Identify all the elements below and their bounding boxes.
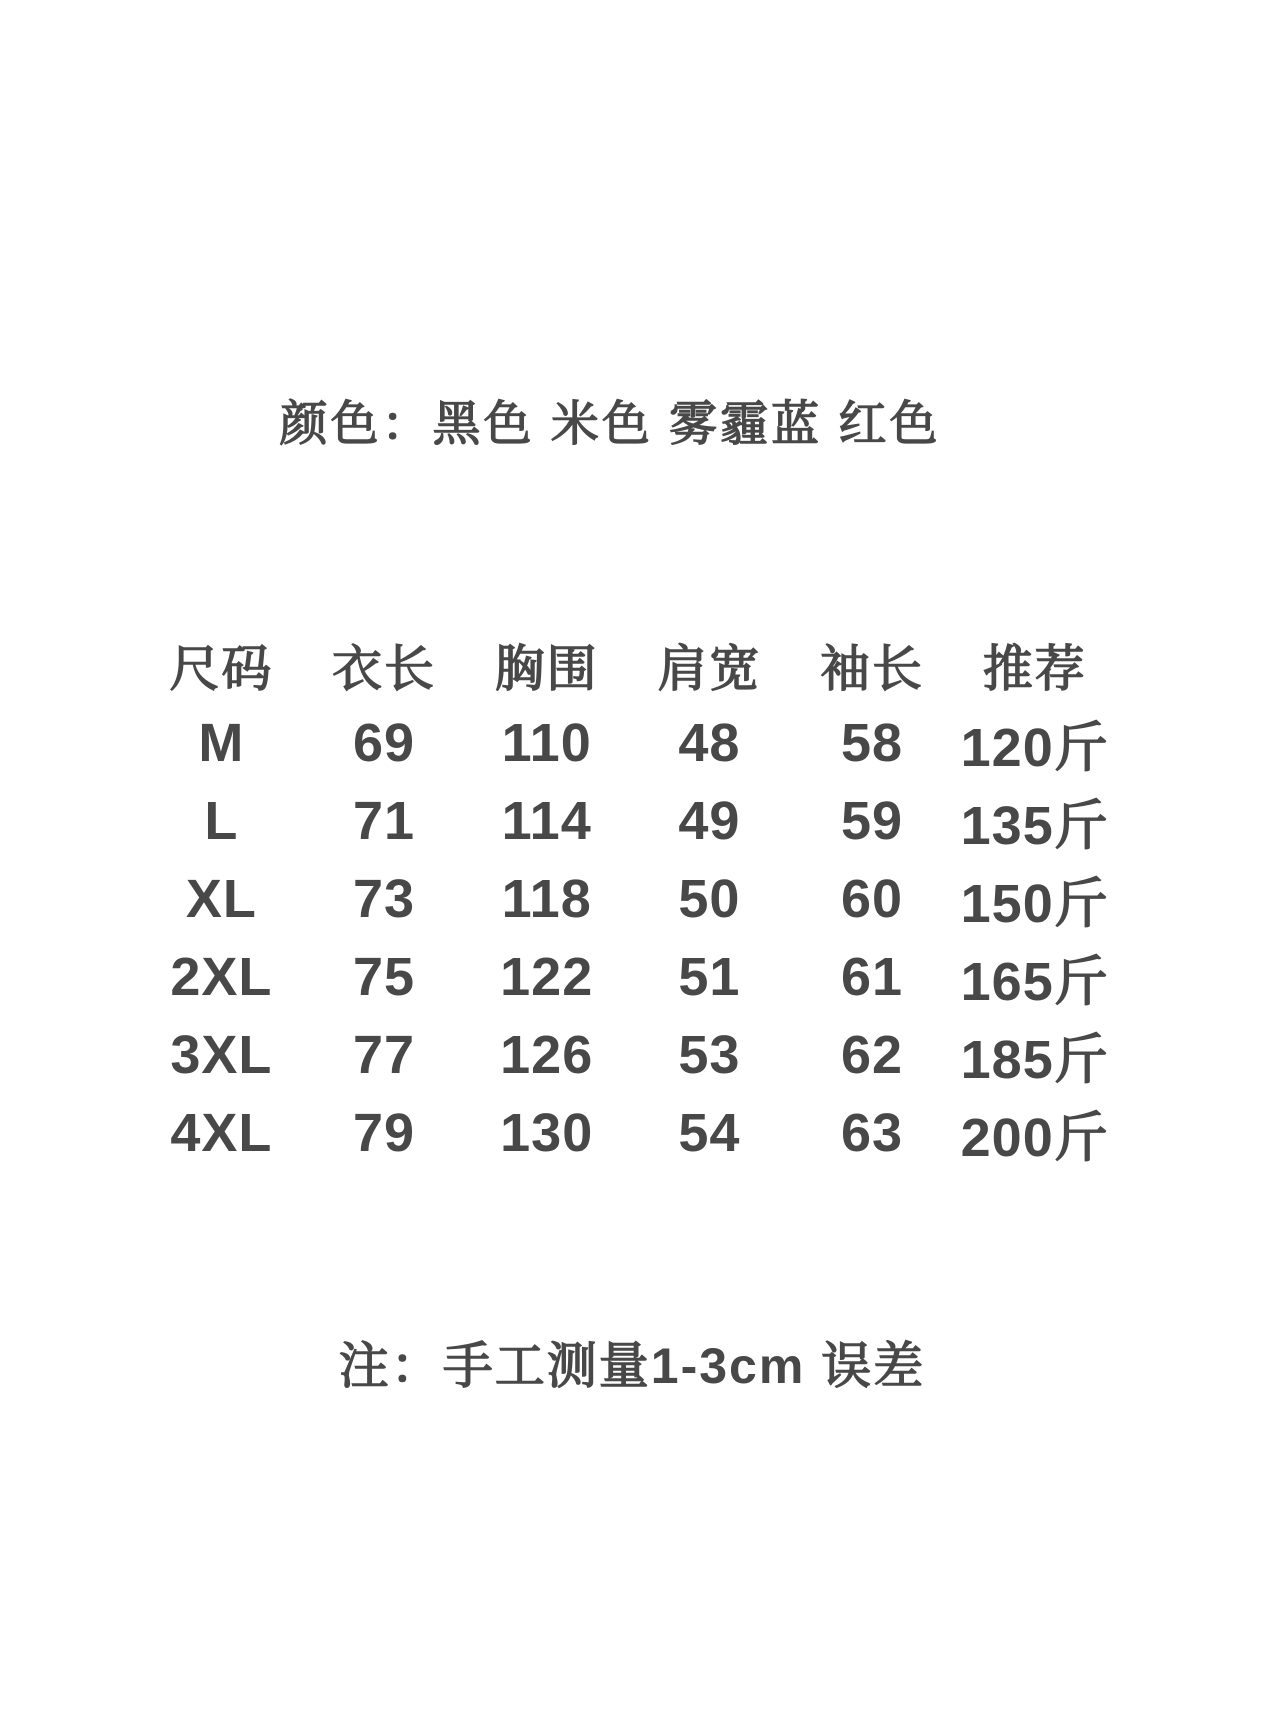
table-row [140, 938, 1116, 1016]
measurement-cell: 51 [678, 947, 741, 1007]
measurement-cell: 73 [352, 869, 416, 929]
color-options-title: 颜色：黑色 米色 雾霾蓝 红色 [279, 398, 941, 451]
measurement-note: 注：手工测量1-3cm 误差 [338, 1338, 926, 1394]
measurement-cell: 135斤 [960, 795, 1109, 856]
measurement-cell: 122 [500, 947, 594, 1007]
measurement-cell: 77 [352, 1025, 416, 1085]
measurement-cell: 62 [840, 1025, 904, 1085]
column-header: 衣长 [332, 641, 436, 697]
table-row [140, 860, 1116, 938]
measurement-cell: 61 [840, 947, 904, 1007]
column-header: 肩宽 [657, 641, 762, 697]
measurement-cell: 130 [500, 1103, 594, 1163]
measurement-cell: 120斤 [960, 717, 1109, 778]
measurement-cell: 150斤 [960, 873, 1109, 934]
measurement-cell: 185斤 [960, 1029, 1109, 1090]
column-header: 胸围 [494, 641, 599, 697]
measurement-cell: 48 [678, 713, 741, 773]
size-label-cell: 3XL [170, 1025, 273, 1085]
size-table-body [140, 704, 1116, 1172]
size-label-cell: 4XL [170, 1103, 273, 1163]
size-label-cell: XL [185, 869, 257, 929]
measurement-cell: 49 [678, 791, 741, 851]
measurement-cell: 75 [352, 947, 416, 1007]
table-row [140, 1094, 1116, 1172]
measurement-cell: 79 [352, 1103, 416, 1163]
measurement-cell: 54 [678, 1103, 741, 1163]
measurement-cell: 59 [840, 791, 904, 851]
size-label-cell: M [198, 713, 245, 773]
size-table [140, 626, 1116, 1172]
table-row [140, 704, 1116, 782]
column-header: 袖长 [820, 641, 925, 697]
column-header: 推荐 [982, 641, 1087, 697]
size-label-cell: 2XL [170, 947, 273, 1007]
measurement-cell: 50 [678, 869, 741, 929]
measurement-cell: 63 [840, 1103, 904, 1163]
size-label-cell: L [204, 791, 239, 851]
measurement-cell: 110 [501, 713, 592, 773]
measurement-cell: 69 [352, 713, 416, 773]
measurement-cell: 200斤 [960, 1107, 1109, 1168]
measurement-cell: 58 [840, 713, 904, 773]
measurement-cell: 71 [352, 791, 416, 851]
table-row [140, 782, 1116, 860]
measurement-cell: 118 [501, 869, 592, 929]
measurement-cell: 165斤 [960, 951, 1109, 1012]
measurement-cell: 114 [501, 791, 592, 851]
measurement-cell: 60 [840, 869, 904, 929]
measurement-cell: 53 [678, 1025, 741, 1085]
size-table-header-row [140, 626, 1116, 704]
column-header: 尺码 [169, 641, 274, 697]
table-row [140, 1016, 1116, 1094]
measurement-cell: 126 [500, 1025, 594, 1085]
